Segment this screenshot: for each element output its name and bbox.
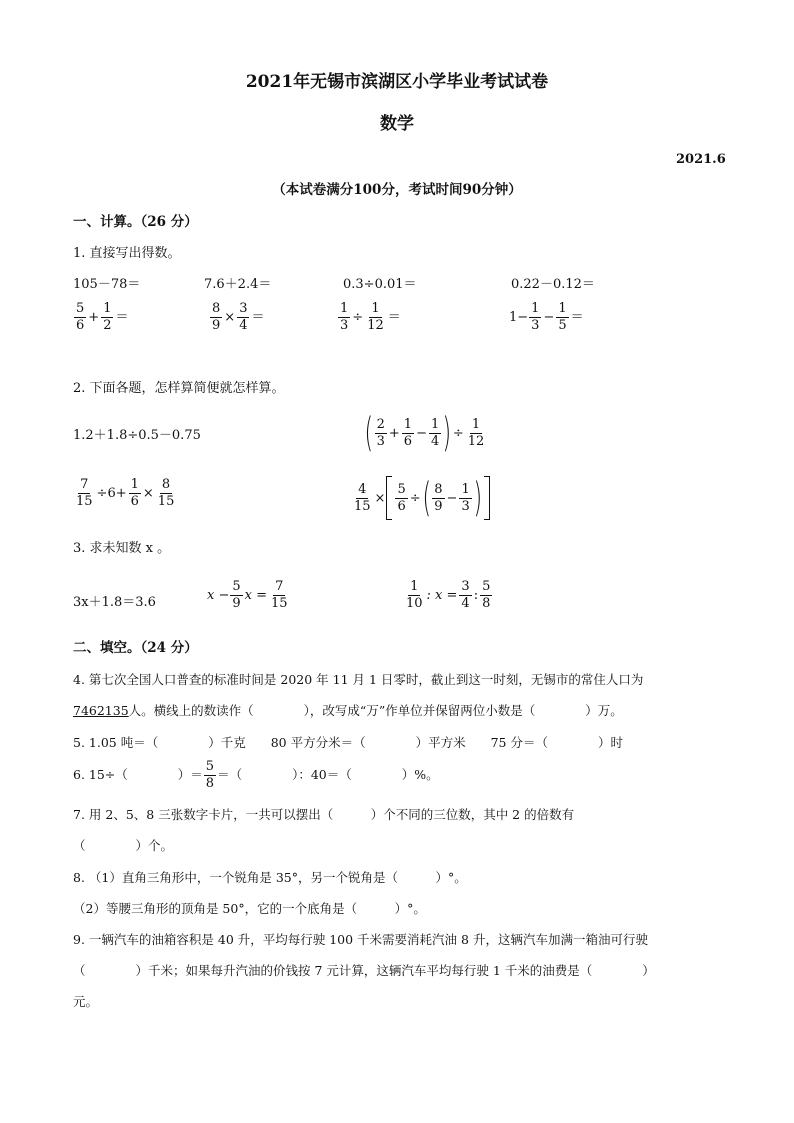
q8-line-1: 8. （1）直角三角形中，一个锐角是 35°，另一个锐角是（ ）°。	[73, 870, 467, 885]
q1-fraction-item-2: $\frac{8}{9}$ × $\frac{3}{4}$ ＝	[212, 301, 265, 333]
fraction: $\frac{5}{6}$	[76, 301, 85, 333]
q1-item-2: 7.6＋2.4＝	[204, 277, 272, 292]
fraction: $\frac{7}{15}$	[76, 477, 93, 509]
fraction: $\frac{1}{3}$	[461, 481, 470, 514]
q3-equation-1: 3x＋1.8＝3.6	[73, 595, 156, 610]
fraction: $\frac{3}{4}$	[461, 579, 470, 611]
fraction: $\frac{2}{3}$	[376, 416, 385, 449]
right-square-bracket	[484, 476, 490, 520]
exam-note: （本试卷满分100分，考试时间90分钟）	[272, 182, 522, 198]
q8-line-2: （2）等腰三角形的顶角是 50°，它的一个底角是（ ）°。	[73, 901, 426, 916]
fraction: $\frac{5}{9}$	[232, 579, 241, 611]
fraction: $\frac{3}{4}$	[239, 301, 248, 333]
fraction: $\frac{1}{4}$	[430, 416, 440, 449]
q3-equation-2: x − $\frac{5}{9}$ x = $\frac{7}{15}$	[207, 579, 288, 611]
exam-title: 2021年无锡市滨湖区小学毕业考试试卷	[245, 72, 549, 92]
section-1-heading: 一、计算。（26 分）	[73, 214, 198, 230]
fraction: $\frac{5}{8}$	[205, 759, 215, 791]
q1-label: 1. 直接写出得数。	[73, 246, 181, 261]
fraction: $\frac{1}{12}$	[467, 416, 485, 449]
left-square-bracket	[386, 476, 392, 520]
fraction: $\frac{1}{10}$	[406, 579, 423, 611]
q5: 5. 1.05 吨＝（ ）千克 80 平方分米＝（ ）平方米 75 分＝（ ）时	[73, 735, 623, 750]
fraction: $\frac{1}{6}$	[130, 477, 139, 509]
q1-fraction-item-4: 1− $\frac{1}{3}$ − $\frac{1}{5}$ ＝	[509, 301, 584, 333]
q2-expression-4: $\frac{4}{15}$ × $\frac{5}{6}$ ÷ ( $\frac{8}{9}$ − $\frac{1}{3}$ )	[351, 476, 490, 520]
q9-line-3: 元。	[73, 994, 99, 1009]
fraction: $\frac{8}{9}$	[212, 301, 221, 333]
q2-expression-1: 1.2＋1.8÷0.5－0.75	[73, 428, 201, 443]
population-number: 7462135	[73, 703, 129, 718]
q7-line-2: （ ）个。	[73, 838, 174, 853]
q4-line-1: 4. 第七次全国人口普查的标准时间是 2020 年 11 月 1 日零时，截止到这一时刻，无锡市的常住人口为	[73, 672, 644, 687]
q9-line-2: （ ）千米；如果每升汽油的价钱按 7 元计算，这辆汽车平均每行驶 1 千米的油费是（ ）	[73, 963, 655, 978]
q4-line-2: 7462135人。横线上的数读作（ ），改写成“万”作单位并保留两位小数是（ ）万。	[73, 703, 623, 718]
q1-item-4: 0.22－0.12＝	[511, 277, 595, 292]
q1-item-3: 0.3÷0.01＝	[343, 277, 417, 292]
subject-title: 数学	[380, 114, 414, 134]
fraction: $\frac{1}{3}$	[531, 301, 540, 333]
q2-expression-3: $\frac{7}{15}$ ÷6+ $\frac{1}{6}$ × $\frac{8}{15}$	[76, 477, 175, 509]
q9-line-1: 9. 一辆汽车的油箱容积是 40 升，平均每行驶 100 千米需要消耗汽油 8 升，这辆汽车加满一箱油可行驶	[73, 932, 648, 947]
exam-date: 2021.6	[676, 152, 726, 167]
q6: 6. 15÷（ ）＝ $\frac{5}{8}$ ＝（ ）：40＝（ ）%。	[73, 759, 439, 791]
fraction: $\frac{5}{6}$	[397, 481, 406, 514]
q1-fraction-item-1: $\frac{5}{6}$ + $\frac{1}{2}$ ＝	[76, 301, 129, 333]
q1-item-1: 105－78＝	[73, 277, 141, 292]
fraction: $\frac{5}{8}$	[482, 579, 491, 611]
fraction: $\frac{7}{15}$	[271, 579, 288, 611]
q7-line-1: 7. 用 2、5、8 三张数字卡片，一共可以摆出（ ）个不同的三位数，其中 2 的倍数有	[73, 807, 575, 822]
fraction: $\frac{1}{2}$	[103, 301, 112, 333]
fraction: $\frac{8}{9}$	[434, 481, 443, 514]
q3-label: 3. 求未知数 x 。	[73, 541, 171, 556]
fraction: $\frac{1}{3}$	[340, 301, 349, 333]
q1-fraction-item-3: $\frac{1}{3}$ ÷ $\frac{1}{12}$ ＝	[340, 301, 401, 333]
q2-label: 2. 下面各题，怎样算简便就怎样算。	[73, 381, 285, 396]
fraction: $\frac{8}{15}$	[157, 477, 175, 509]
fraction: $\frac{1}{12}$	[367, 301, 384, 333]
fraction: $\frac{1}{6}$	[403, 416, 413, 449]
fraction: $\frac{1}{5}$	[558, 301, 567, 333]
section-2-heading: 二、填空。（24 分）	[73, 640, 198, 656]
q3-equation-3: $\frac{1}{10}$ : x = $\frac{3}{4}$ : $\frac{5}{8}$	[406, 579, 491, 611]
fraction: $\frac{4}{15}$	[354, 481, 371, 514]
q2-expression-2: ( $\frac{2}{3}$ + $\frac{1}{6}$ − $\frac{1}{4}$ ) ÷ $\frac{1}{12}$	[364, 410, 485, 456]
